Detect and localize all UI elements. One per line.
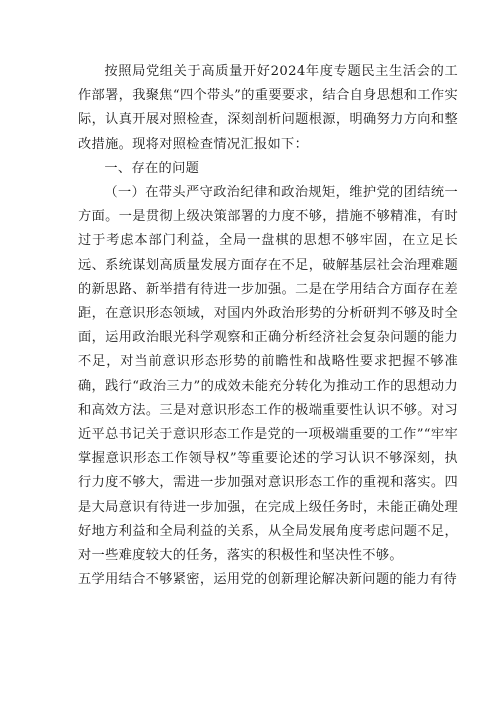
section-heading: 一、存在的问题 xyxy=(104,160,200,176)
body-paragraph-continued: 五学用结合不够紧密，运用党的创新理论解决新问题的能力有待 xyxy=(78,572,458,588)
body-paragraph: （一）在带头严守政治纪律和政治规矩，维护党的团结统一方面。一是贯彻上级决策部署的力度不够，措施不够精准，有时过于考虑本部门利益，全局一盘棋的思想不够牢固，在立足长远、系统谋划高质量发展方面存在不足，破解基层社会治理难题的新思路、新举措有待进一步加强。二是在学用结合方面存在差距，在意识形态领域，对国内外政治形势的分析研判不够及时全面，运用政治眼光科学观察和正确分析经济社会复杂问题的能力不足，对当前意识形态形势的前瞻性和战略性要求把握不够准确，践行“政治三力”的成效未能充分转化为推动工作的思想动力和高效方法。三是对意识形态工作的极端重要性认识不够。对习近平总书记关于意识形态工作是党的一项极端重要的工作”“牢牢掌握意识形态工作领导权”等重要论述的学习认识不够深刻，执行力度不够大，需进一步加强对意识形态工作的重视和落实。四是大局意识有待进一步加强，在完成上级任务时，未能正确处理好地方利益和全局利益的关系，从全局发展角度考虑问题不足，对一些难度较大的任务，落实的积极性和坚决性不够。 xyxy=(78,185,458,564)
intro-paragraph: 按照局党组关于高质量开好2024年度专题民主生活会的工作部署，我聚焦“四个带头”的重要要求，结合自身思想和工作实际，认真开展对照检查，深刻剖析问题根源，明确努力方向和整改措施。现将对照检查情况汇报如下： xyxy=(78,64,458,152)
